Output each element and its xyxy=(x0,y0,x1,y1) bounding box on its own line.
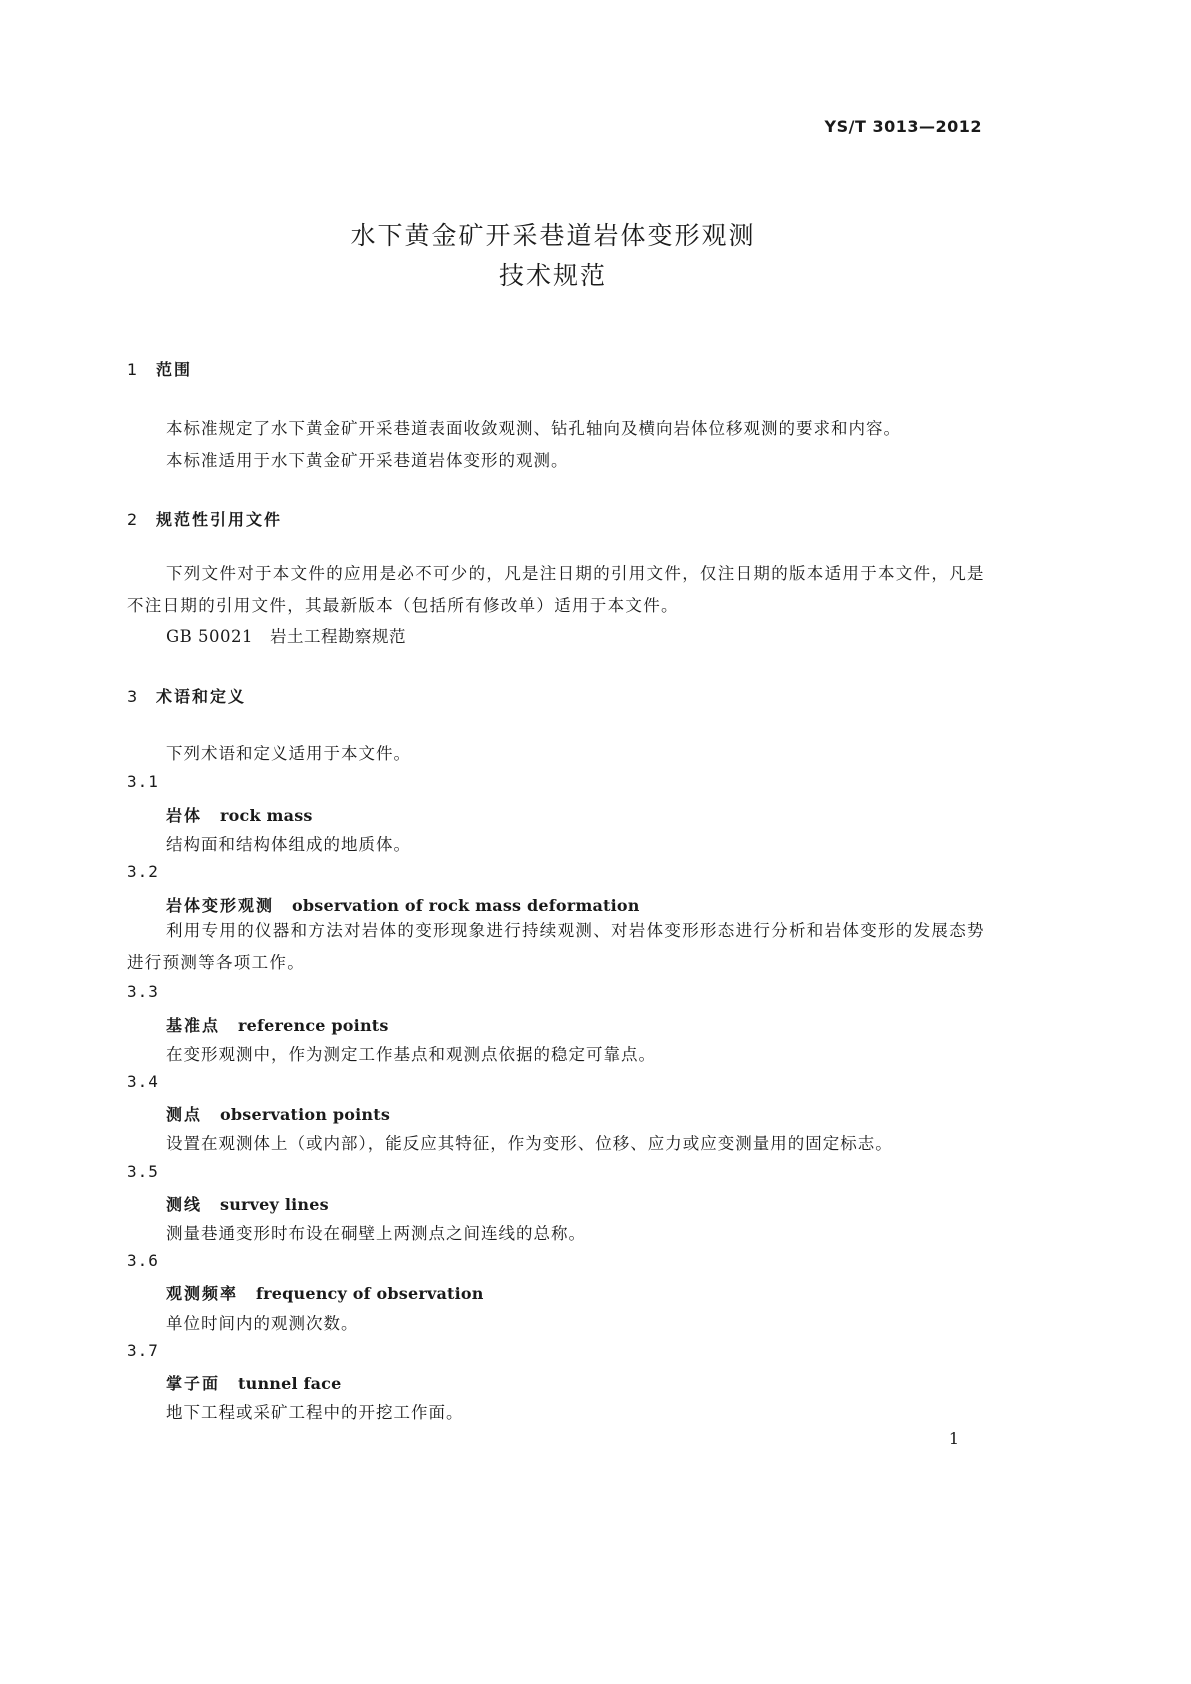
term-zh: 掌子面 xyxy=(166,1374,221,1393)
term-number: 3.1 xyxy=(127,772,159,791)
reference-title: 岩土工程勘察规范 xyxy=(270,627,406,646)
term-heading xyxy=(166,1192,329,1215)
term-number: 3.6 xyxy=(127,1251,159,1270)
term-number: 3.2 xyxy=(127,862,159,881)
normative-reference xyxy=(166,623,406,647)
reference-code: GB 50021 xyxy=(166,627,254,646)
section-title: 范围 xyxy=(156,360,193,379)
term-definition: 设置在观测体上（或内部），能反应其特征，作为变形、位移、应力或应变测量用的固定标志。 xyxy=(166,1134,893,1153)
term-heading xyxy=(166,893,640,916)
section-title: 术语和定义 xyxy=(156,687,247,706)
term-zh: 观测频率 xyxy=(166,1284,239,1303)
term-definition: 测量巷通变形时布设在硐壁上两测点之间连线的总称。 xyxy=(166,1224,586,1243)
term-en: tunnel face xyxy=(238,1374,342,1393)
term-en: rock mass xyxy=(220,806,313,825)
term-number: 3.5 xyxy=(127,1162,159,1181)
term-en: reference points xyxy=(238,1016,389,1035)
term-en: observation points xyxy=(220,1105,391,1124)
section-1-paragraph-1: 本标准规定了水下黄金矿开采巷道表面收敛观测、钻孔轴向及横向岩体位移观测的要求和内容。 xyxy=(166,419,901,438)
section-number: 2 xyxy=(127,510,140,529)
term-zh: 岩体 xyxy=(166,806,203,825)
term-heading xyxy=(166,803,313,826)
standard-code: YS/T 3013—2012 xyxy=(824,117,982,136)
page-number: 1 xyxy=(948,1429,959,1448)
section-2-paragraph: 下列文件对于本文件的应用是必不可少的，凡是注日期的引用文件，仅注日期的版本适用于本文件，凡是不注日期的引用文件，其最新版本（包括所有修改单）适用于本文件。 xyxy=(127,564,985,615)
term-number: 3.7 xyxy=(127,1341,159,1360)
section-3-heading xyxy=(127,684,246,707)
term-number: 3.4 xyxy=(127,1072,159,1091)
document-title-line2: 技术规范 xyxy=(498,261,607,290)
section-1-paragraph-2: 本标准适用于水下黄金矿开采巷道岩体变形的观测。 xyxy=(166,451,569,470)
term-number: 3.3 xyxy=(127,982,159,1001)
document-title-line1: 水下黄金矿开采巷道岩体变形观测 xyxy=(350,221,756,250)
term-definition: 单位时间内的观测次数。 xyxy=(166,1314,359,1333)
section-3-intro: 下列术语和定义适用于本文件。 xyxy=(166,744,411,763)
term-definition: 利用专用的仪器和方法对岩体的变形现象进行持续观测、对岩体变形形态进行分析和岩体变形的发展态势进行预测等各项工作。 xyxy=(127,921,985,972)
section-number: 3 xyxy=(127,687,140,706)
term-zh: 测线 xyxy=(166,1195,203,1214)
term-heading xyxy=(166,1013,389,1036)
term-en: frequency of observation xyxy=(256,1284,484,1303)
term-en: survey lines xyxy=(220,1195,329,1214)
term-heading xyxy=(166,1102,390,1125)
term-heading xyxy=(166,1371,342,1394)
term-heading xyxy=(166,1281,484,1304)
term-zh: 基准点 xyxy=(166,1016,221,1035)
term-definition: 在变形观测中，作为测定工作基点和观测点依据的稳定可靠点。 xyxy=(166,1045,656,1064)
section-2-heading xyxy=(127,507,282,530)
term-en: observation of rock mass deformation xyxy=(292,896,640,915)
term-definition: 结构面和结构体组成的地质体。 xyxy=(166,835,411,854)
section-1-heading xyxy=(127,357,192,380)
term-zh: 岩体变形观测 xyxy=(166,896,275,915)
term-zh: 测点 xyxy=(166,1105,203,1124)
section-title: 规范性引用文件 xyxy=(156,510,283,529)
section-number: 1 xyxy=(127,360,140,379)
term-definition: 地下工程或采矿工程中的开挖工作面。 xyxy=(166,1403,464,1422)
